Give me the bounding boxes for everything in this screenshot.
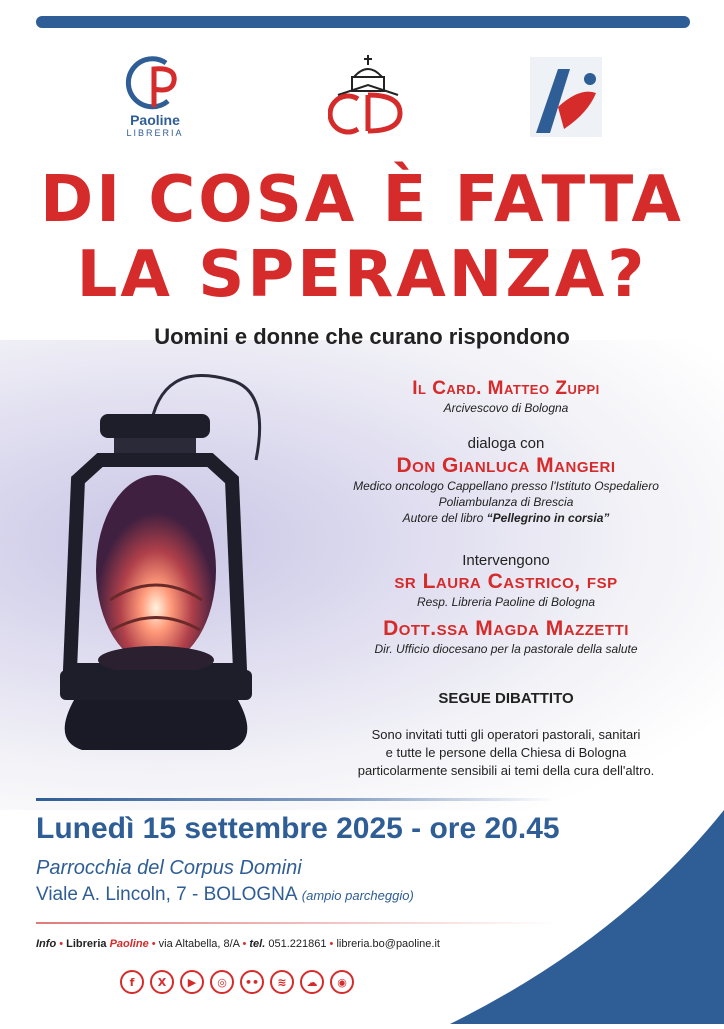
segue-dibattito: SEGUE DIBATTITO — [438, 690, 574, 707]
youtube-icon[interactable]: ▶ — [180, 970, 204, 994]
lantern-image — [30, 370, 310, 770]
soundcloud-icon[interactable]: ☁ — [300, 970, 324, 994]
social-icons — [120, 970, 354, 998]
interventions-label: Intervengono — [462, 552, 550, 569]
corpus-domini-logo — [328, 55, 408, 135]
facebook-icon[interactable]: f — [120, 970, 144, 994]
speaker-2-role-3 — [318, 510, 694, 526]
subtitle: Uomini e donne che curano rispondono — [154, 324, 570, 349]
pastorale-salute-logo — [530, 57, 602, 137]
title-line-1: DI COSA È FATTA — [40, 163, 684, 237]
tel-label: tel. — [249, 938, 266, 950]
book-prefix: Autore del libro — [402, 511, 487, 525]
info-label: Info — [36, 938, 57, 950]
separator-top — [36, 798, 556, 801]
title-line-2: LA SPERANZA? — [76, 238, 648, 312]
dialogue-label: dialoga con — [467, 435, 545, 452]
speaker-2-role-2: Poliambulanza di Brescia — [438, 495, 574, 509]
bullet: • — [59, 938, 64, 950]
email-link[interactable]: libreria.bo@paoline.it — [336, 938, 440, 950]
speaker-4-name: Dott.ssa Magda Mazzetti — [383, 617, 629, 640]
invitation-text — [318, 726, 694, 780]
speaker-2 — [318, 454, 694, 526]
paoline-sub: LIBRERIA — [126, 128, 184, 138]
separator-bottom — [36, 922, 556, 924]
event-address — [36, 884, 414, 906]
invite-line-3: particolarmente sensibili ai temi della cura dell'altro. — [357, 763, 655, 778]
speaker-1 — [318, 378, 694, 416]
speaker-3-role: Resp. Libreria Paoline di Bologna — [416, 595, 596, 609]
info-line — [36, 938, 440, 950]
invite-line-2: e tutte le persone della Chiesa di Bologna — [385, 745, 627, 760]
instagram-icon[interactable]: ◎ — [210, 970, 234, 994]
speaker-4 — [318, 617, 694, 657]
paoline-name: Paoline — [130, 112, 180, 128]
paoline-logo-mark — [118, 55, 188, 111]
bookshop-prefix: Libreria — [66, 938, 110, 950]
x-icon[interactable]: X — [150, 970, 174, 994]
bullet: • — [329, 938, 334, 950]
invite-line-1: Sono invitati tutti gli operatori pastorali, sanitari — [371, 727, 641, 742]
bullet: • — [242, 938, 247, 950]
speaker-4-role: Dir. Ufficio diocesano per la pastorale della salute — [374, 642, 638, 656]
parking-note: (ampio parcheggio) — [301, 888, 414, 903]
radio-icon[interactable]: ◉ — [330, 970, 354, 994]
speaker-1-name: Il Card. Matteo Zuppi — [412, 378, 600, 399]
bullet: • — [151, 938, 156, 950]
event-place: Parrocchia del Corpus Domini — [36, 857, 302, 879]
spotify-icon[interactable]: ≋ — [270, 970, 294, 994]
flickr-icon[interactable]: •• — [240, 970, 264, 994]
speaker-2-role-1: Medico oncologo Cappellano presso l'Istituto Ospedaliero — [353, 479, 659, 493]
paoline-logo — [118, 55, 188, 141]
book-title: “Pellegrino in corsia” — [486, 511, 610, 525]
speaker-3-name: sr Laura Castrico, fsp — [394, 570, 618, 593]
speaker-3 — [318, 570, 694, 610]
event-date: Lunedì 15 settembre 2025 - ore 20.45 — [36, 812, 560, 845]
top-bar — [36, 16, 690, 28]
tel-number: 051.221861 — [268, 938, 327, 950]
street: via Altabella, 8/A — [158, 938, 240, 950]
speaker-1-role: Arcivescovo di Bologna — [443, 401, 569, 415]
speaker-2-name: Don Gianluca Mangeri — [396, 454, 616, 477]
bookshop-name: Paoline — [109, 938, 149, 950]
address-text: Viale A. Lincoln, 7 - BOLOGNA — [36, 884, 297, 905]
